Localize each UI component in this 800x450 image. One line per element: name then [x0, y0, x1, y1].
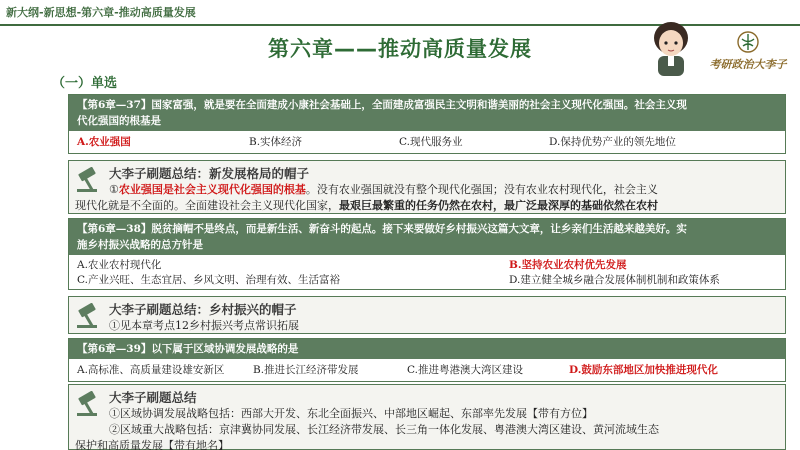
option-a[interactable]: A.高标准、高质量建设雄安新区 [77, 364, 225, 376]
summary-title: 大李子刷题总结：新发展格局的帽子 [109, 166, 310, 181]
option-c[interactable]: C.推进粤港澳大湾区建设 [407, 364, 523, 376]
option-d[interactable]: D.保持优势产业的领先地位 [549, 136, 676, 148]
option-a[interactable]: A.农业农村现代化 [77, 259, 162, 271]
question-stem-line: 施乡村振兴战略的总方针是 [77, 239, 203, 251]
summary-card-1 [68, 160, 786, 214]
brand-text: 考研政治大李子 [709, 58, 787, 71]
summary-title: 大李子刷题总结 [109, 390, 197, 405]
question-card-38 [68, 218, 786, 290]
question-stem-line: 【第6章—39】以下属于区域协调发展战略的是 [77, 343, 299, 355]
option-c[interactable]: C.产业兴旺、生态宜居、乡风文明、治理有效、生活富裕 [77, 274, 340, 286]
brand-logo [700, 30, 796, 74]
question-stem [69, 219, 785, 255]
summary-card-3 [68, 384, 786, 450]
options-row [69, 359, 785, 381]
summary-highlight: 农业强国是社会主义现代化强国的根基 [118, 183, 306, 196]
gavel-icon [75, 303, 105, 329]
page-title: 第六章——推动高质量发展 [268, 37, 532, 61]
summary-card-2 [68, 296, 786, 334]
option-c[interactable]: C.现代服务业 [399, 136, 463, 148]
question-stem-line: 代化强国的根基是 [77, 115, 161, 127]
gavel-icon [75, 167, 105, 193]
options-block [69, 255, 785, 289]
option-d[interactable]: D.建立健全城乡融合发展体制机制和政策体系 [509, 274, 720, 286]
summary-line: ①区域协调发展战略包括：西部大开发、东北全面振兴、中部地区崛起、东部率先发展【带有方位】 [109, 407, 593, 420]
section-heading: （一）单选 [52, 76, 118, 91]
avatar [640, 18, 702, 76]
summary-title: 大李子刷题总结：乡村振兴的帽子 [109, 302, 297, 317]
summary-line [75, 197, 658, 213]
option-b[interactable]: B.推进长江经济带发展 [253, 364, 359, 376]
option-d[interactable]: D.鼓励东部地区加快推进现代化 [569, 364, 718, 376]
gavel-icon [75, 391, 105, 417]
summary-text: 。没有农业强国就没有整个现代化强国；没有农业农村现代化，社会主义 [305, 183, 658, 196]
question-stem [69, 339, 785, 359]
summary-marker: ① [109, 183, 119, 196]
options-row [69, 131, 785, 153]
question-stem-line: 【第6章—37】国家富强，就是要在全面建成小康社会基础上，全面建成富强民主文明和谐美丽的社会主义现代化强国。社会主义现 [77, 99, 687, 111]
option-b[interactable]: B.坚持农业农村优先发展 [509, 259, 627, 271]
option-a[interactable]: A.农业强国 [77, 136, 131, 148]
breadcrumb: 新大纲-新思想-第六章-推动高质量发展 [6, 6, 196, 19]
question-card-37 [68, 94, 786, 154]
option-b[interactable]: B.实体经济 [249, 136, 303, 148]
summary-line [109, 181, 658, 197]
summary-text: 现代化就是不全面的。全面建设社会主义现代化国家， [75, 199, 339, 212]
question-card-39 [68, 338, 786, 382]
summary-line: ①见本章考点12乡村振兴考点常识拓展 [109, 319, 299, 332]
summary-line: 保护和高质量发展【带有地名】 [75, 439, 229, 450]
summary-line: ②区域重大战略包括：京津冀协同发展、长江经济带发展、长三角一体化发展、粤港澳大湾区建设、黄河流域生态 [109, 423, 659, 436]
question-stem-line: 【第6章—38】脱贫摘帽不是终点，而是新生活、新奋斗的起点。接下来要做好乡村振兴这篇大文章，让乡亲们生活越来越美好。实 [77, 223, 687, 235]
summary-emphasis: 最艰巨最繁重的任务仍然在农村，最广泛最深厚的基础依然在农村 [339, 199, 658, 212]
question-stem [69, 95, 785, 131]
